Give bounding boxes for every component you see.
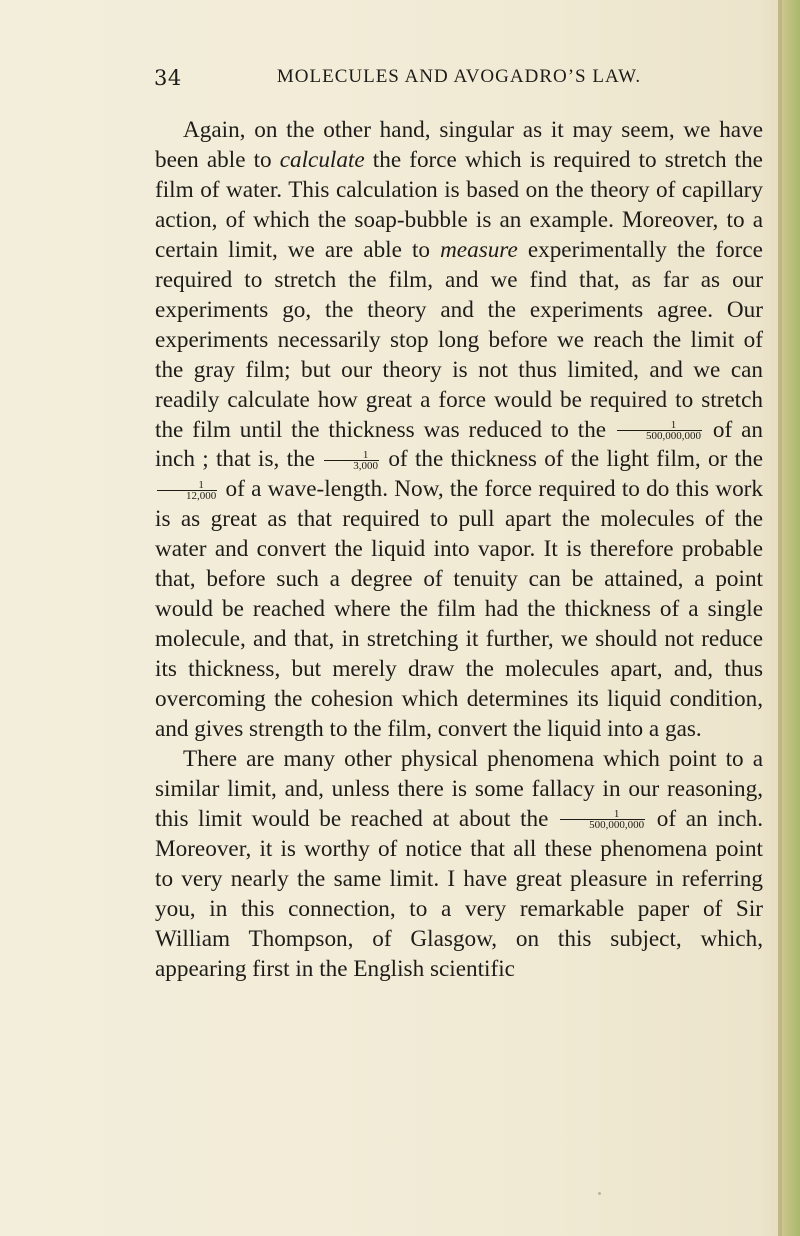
- fraction-4-numerator: 1: [560, 809, 645, 820]
- fraction-4: [560, 809, 645, 830]
- p1-text-5: of the thickness of the light film, or the: [381, 446, 763, 473]
- p2-text-1: There are many other physical phenomena which point to a similar limit, and, unless there is some fallacy in our reasoning, this limit would be reached at about the: [155, 746, 763, 832]
- fraction-3-numerator: 1: [157, 480, 217, 491]
- p1-text-4: of an inch ; that is, the: [155, 416, 763, 473]
- p1-text-1: Again, on the other hand, singular as it may seem, we have been able to: [155, 117, 763, 173]
- fraction-3: [157, 480, 217, 501]
- page-header: [154, 66, 764, 96]
- p1-text-3: experimentally the force required to stretch the film, and we find that, as far as our experiments go, the theory and the experiments agree. Our experiments necessarily stop long before we reach the limit of the gray film; but our theory is not thus limited, and we can readily calculate how great a force would be required to stretch the film until the thickness was reduced to the: [155, 236, 763, 443]
- p1-emphasis-measure: measure: [440, 236, 518, 263]
- fraction-4-denominator: 500,000,000: [589, 819, 645, 832]
- fraction-3-denominator: 12,000: [186, 489, 217, 502]
- p1-text-2: the force which is required to stretch the film of water. This calculation is based on the theory of capillary action, of which the soap-bubble is an example. Moreover, to a certain limit, we are able to: [155, 146, 763, 263]
- fraction-2-denominator: 3,000: [353, 459, 379, 472]
- paper-speck: [598, 1192, 601, 1195]
- fraction-1: [617, 420, 702, 441]
- page-number: 34: [154, 66, 182, 90]
- p2-text-2: of an inch. Moreover, it is worthy of notice that all these phenomena point to very nearly the same limit. I have great pleasure in referring you, in this connection, to a very remarkable paper of Sir William Thompson, of Glasgow, on this subject, which, appearing first in the English scientific: [155, 805, 763, 982]
- p1-text-6: of a wave-length. Now, the force required to do this work is as great as that required to pull apart the molecules of the water and convert the liquid into vapor. It is therefore probable that, before such a degree of tenuity can be attained, a point would be reached where the film had the thickness of a single molecule, and that, in stretching it further, we should not reduce its thickness, but merely draw the molecules apart, and, thus overcoming the cohesion which determines its liquid condition, and gives strength to the film, convert the liquid into a gas.: [155, 476, 763, 743]
- body-text: [155, 116, 763, 985]
- p1-emphasis-calculate: calculate: [279, 146, 365, 173]
- fraction-1-numerator: 1: [617, 420, 702, 431]
- fraction-2-numerator: 1: [324, 450, 379, 461]
- page-edge-shadow: [778, 0, 800, 1236]
- fraction-1-denominator: 500,000,000: [646, 429, 701, 442]
- paragraph-2: [155, 745, 763, 985]
- running-head: MOLECULES AND AVOGADRO’S LAW.: [276, 66, 642, 87]
- fraction-2: [324, 450, 379, 471]
- paragraph-1: [155, 116, 763, 745]
